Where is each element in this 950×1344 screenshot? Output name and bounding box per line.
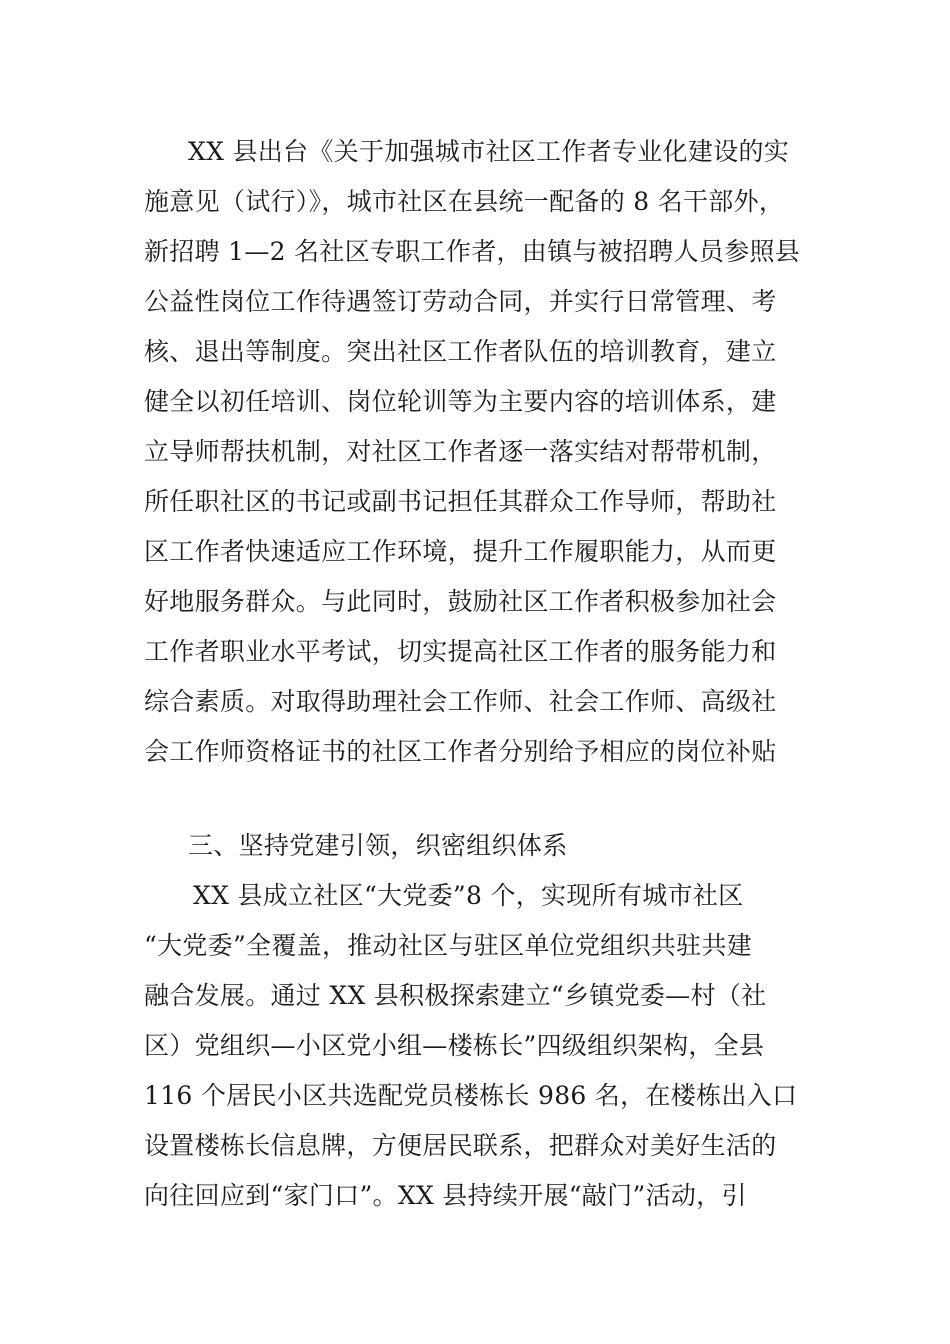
paragraph-2-line-4: 区）党组织—小区党小组—楼栋长”四级组织架构，全县 xyxy=(144,1031,765,1060)
paragraph-2-line-6: 设置楼栋长信息牌，方便居民联系，把群众对美好生活的 xyxy=(144,1131,777,1160)
paragraph-1-line-12: 综合素质。对取得助理社会工作师、社会工作师、高级社 xyxy=(144,687,777,716)
paragraph-1-line-8: 所任职社区的书记或副书记担任其群众工作导师，帮助社 xyxy=(144,487,777,516)
paragraph-1-line-2: 施意见（试行）》，城市社区在县统一配备的 8 名干部外， xyxy=(144,187,785,216)
paragraph-2-line-5: 116 个居民小区共选配党员楼栋长 986 名，在楼栋出入口 xyxy=(144,1081,798,1110)
paragraph-1-line-4: 公益性岗位工作待遇签订劳动合同，并实行日常管理、考 xyxy=(144,287,777,316)
paragraph-1-line-6: 健全以初任培训、岗位轮训等为主要内容的培训体系，建 xyxy=(144,387,777,416)
section-heading: 三、坚持党建引领，织密组织体系 xyxy=(188,831,568,860)
paragraph-1-line-3: 新招聘 1—2 名社区专职工作者，由镇与被招聘人员参照县 xyxy=(144,237,801,266)
paragraph-1-line-9: 区工作者快速适应工作环境，提升工作履职能力，从而更 xyxy=(144,537,777,566)
paragraph-2-line-2: “大党委”全覆盖，推动社区与驻区单位党组织共驻共建 xyxy=(144,931,753,960)
paragraph-1-line-7: 立导师帮扶机制，对社区工作者逐一落实结对帮带机制， xyxy=(144,437,777,466)
paragraph-1-line-1: XX 县出台《关于加强城市社区工作者专业化建设的实 xyxy=(188,137,790,166)
paragraph-2-line-1: XX 县成立社区“大党委”8 个，实现所有城市社区 xyxy=(193,881,744,910)
paragraph-1-line-5: 核、退出等制度。突出社区工作者队伍的培训教育，建立 xyxy=(144,337,777,366)
paragraph-2-line-3: 融合发展。通过 XX 县积极探索建立“乡镇党委—村（社 xyxy=(144,981,767,1010)
paragraph-1-line-11: 工作者职业水平考试，切实提高社区工作者的服务能力和 xyxy=(144,637,777,666)
paragraph-1-line-13: 会工作师资格证书的社区工作者分别给予相应的岗位补贴 xyxy=(144,737,777,766)
paragraph-1-line-10: 好地服务群众。与此同时，鼓励社区工作者积极参加社会 xyxy=(144,587,777,616)
paragraph-2-line-7: 向往回应到“家门口”。XX 县持续开展“敲门”活动，引 xyxy=(144,1181,747,1210)
